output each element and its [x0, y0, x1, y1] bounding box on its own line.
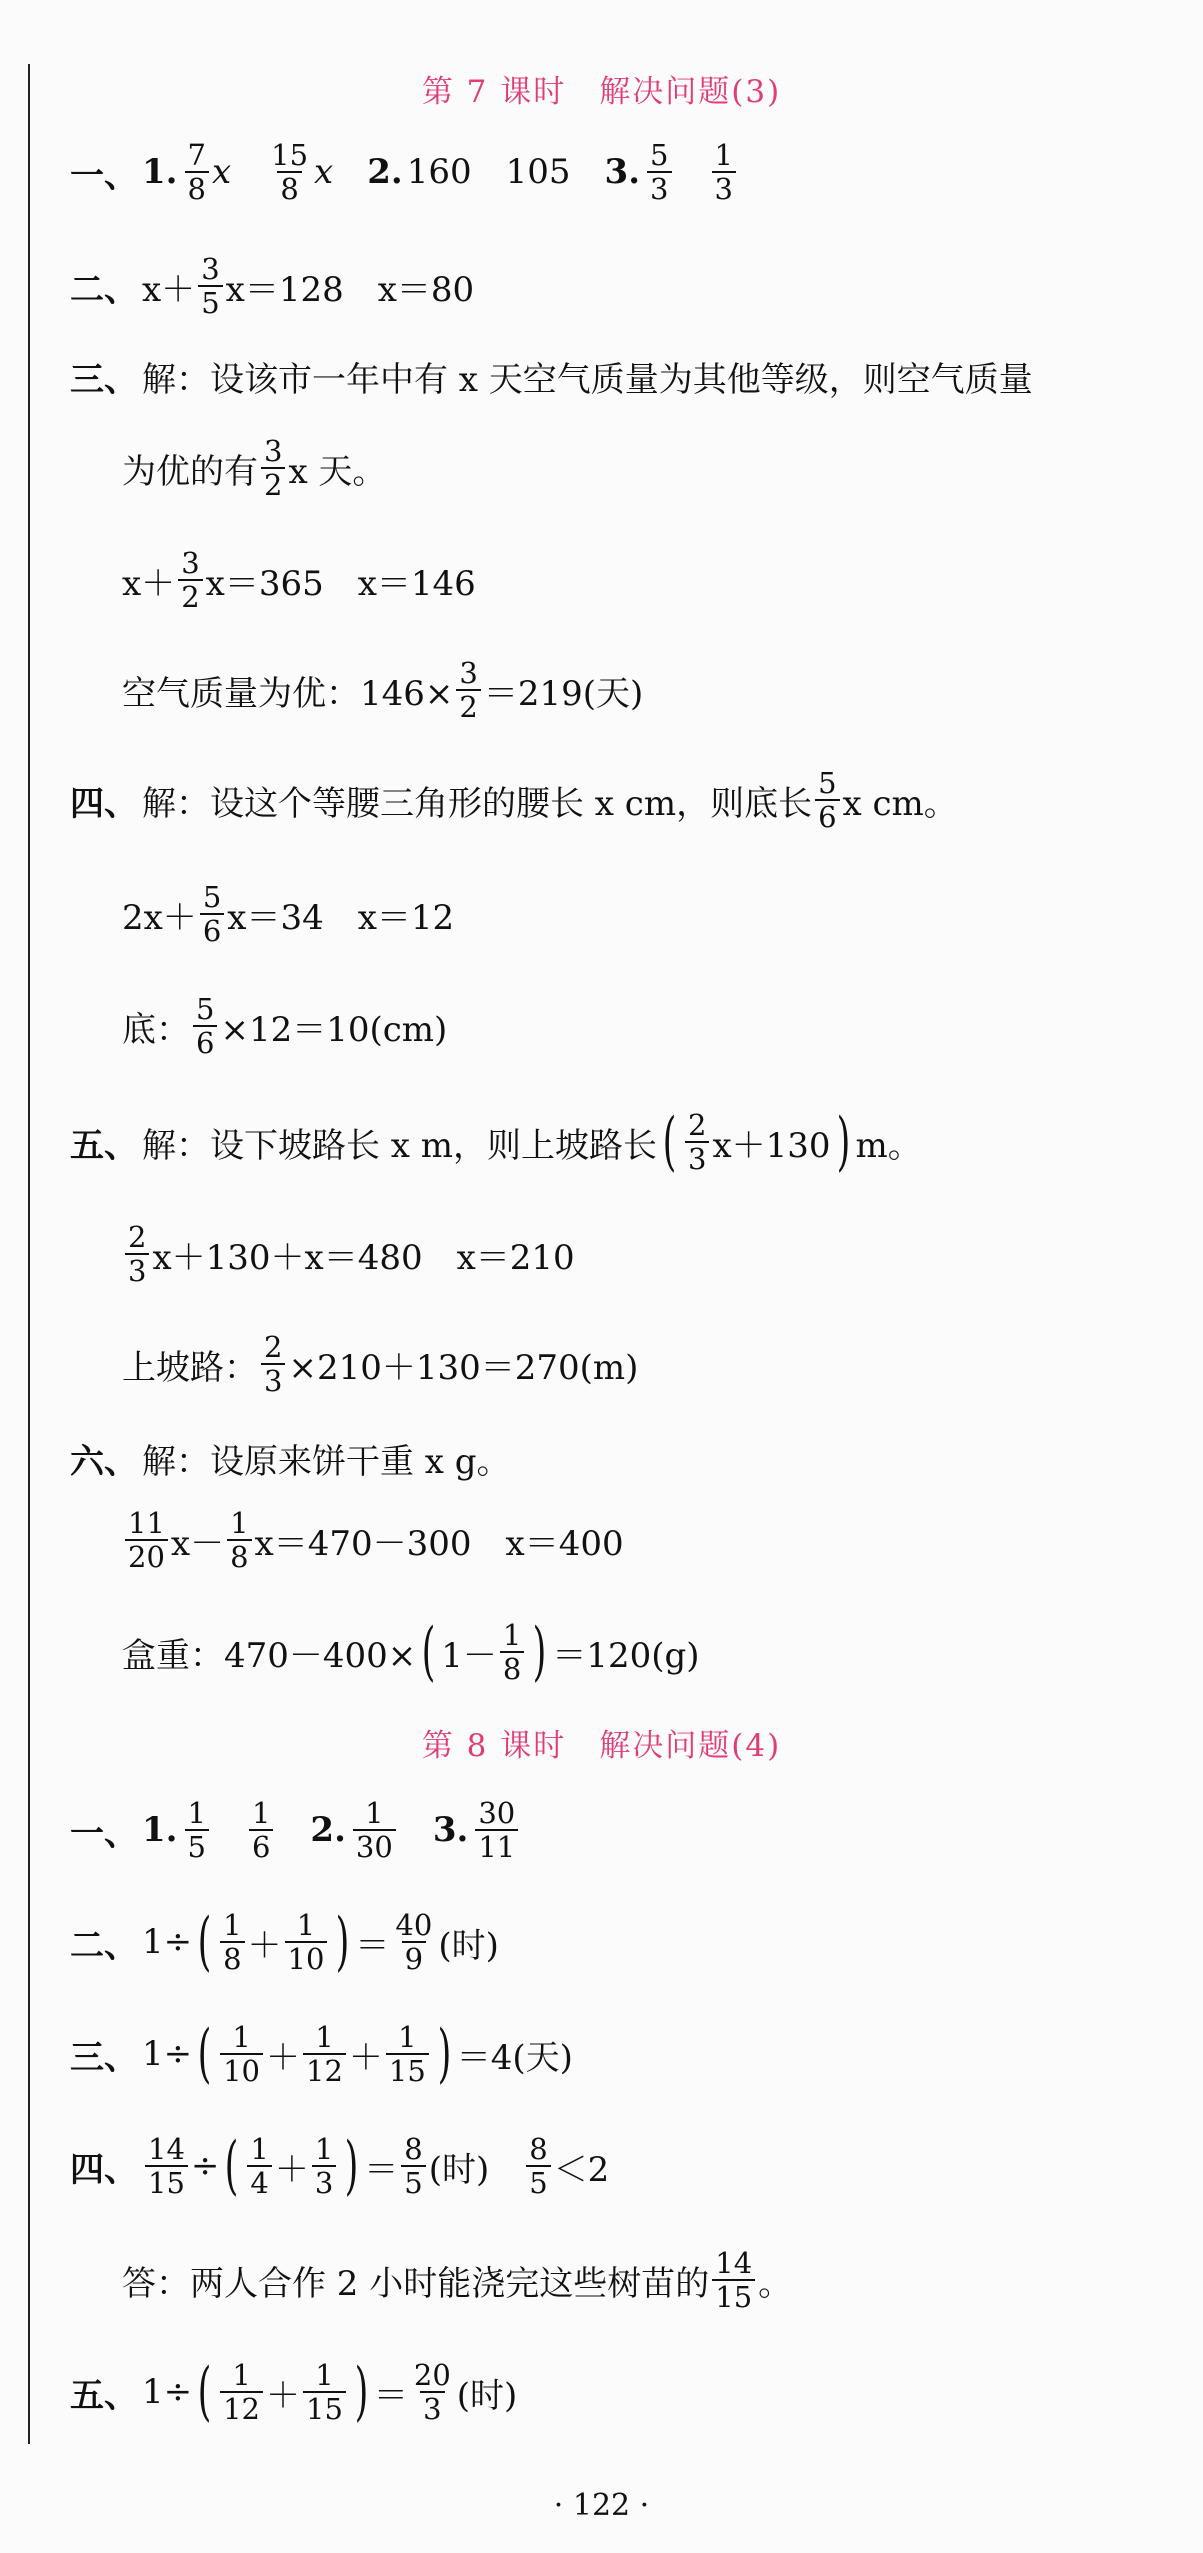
l7-q3-answer: 空气质量为优：146× $\frac{3}{2}$ ＝219(天)	[122, 655, 644, 724]
l7-q5-equation: $\frac{2}{3}$ x＋130＋x＝480 x＝210	[122, 1224, 575, 1284]
l8-q4: 四、 $\frac{14}{15}$ ÷ ( $\frac{1}{4}$ ＋ $\frac{1}{3}$ ) ＝ $\frac{8}{5}$ (时) $\frac{8}{5}$ ＜2	[70, 2129, 610, 2203]
l7-q6-equation: $\frac{11}{20}$ x－ $\frac{1}{8}$ x＝470－300 x＝400	[122, 1510, 624, 1570]
l8-q3: 三、 1÷ ( $\frac{1}{10}$ ＋ $\frac{1}{12}$ ＋ $\frac{1}{15}$ ) ＝4(天)	[70, 2017, 573, 2091]
l7-q5-answer: 上坡路： $\frac{2}{3}$ ×210＋130＝270(m)	[122, 1329, 639, 1398]
l8-q1: 一、 1. $\frac{1}{5}$ $\frac{1}{6}$ 2. $\frac{1}{30}$ 3. $\frac{30}{11}$	[70, 1800, 521, 1860]
l7-q4-text: 四、 解：设这个等腰三角形的腰长 x cm，则底长 $\frac{5}{6}$ x cm。	[70, 765, 958, 834]
l7-q6-text: 六、 解：设原来饼干重 x g。	[70, 1441, 511, 1482]
l8-q5: 五、 1÷ ( $\frac{1}{12}$ ＋ $\frac{1}{15}$ ) ＝ $\frac{20}{3}$ (时)	[70, 2355, 518, 2429]
l7-q4-equation: 2x＋ $\frac{5}{6}$ x＝34 x＝12	[122, 879, 455, 948]
l8-q2: 二、 1÷ ( $\frac{1}{8}$ ＋ $\frac{1}{10}$ ) ＝ $\frac{40}{9}$ (时)	[70, 1905, 499, 1979]
l7-q1: 一、 1. $\frac{7}{8}$ x $\frac{15}{8}$ x 2. 160 105 3. $\frac{5}{3}$ $\frac{1}{3}$	[70, 142, 739, 202]
l7-q3-equation: x＋ $\frac{3}{2}$ x＝365 x＝146	[122, 545, 476, 614]
l7-q3-text1: 三、 解：设该市一年中有 x 天空气质量为其他等级，则空气质量	[70, 359, 1033, 400]
l7-q6-answer: 盒重：470－400× ( 1－ $\frac{1}{8}$ ) ＝120(g)	[122, 1615, 700, 1689]
l8-q4-answer: 答：两人合作 2 小时能浇完这些树苗的 $\frac{14}{15}$ 。	[122, 2245, 793, 2314]
l7-q4-answer: 底： $\frac{5}{6}$ ×12＝10(cm)	[122, 991, 448, 1060]
l7-q3-text2: 为优的有 $\frac{3}{2}$ x 天。	[122, 433, 387, 502]
l7-q2: 二、 x＋ $\frac{3}{5}$ x＝128 x＝80	[70, 251, 475, 320]
page-number: · 122 ·	[553, 2488, 650, 2523]
margin-rule	[28, 64, 30, 2444]
lesson-8-title: 第 8 课时 解决问题(4)	[421, 1728, 782, 1764]
l7-q5-text: 五、 解：设下坡路长 x m，则上坡路长 ( $\frac{2}{3}$ x＋130 ) m。	[70, 1105, 922, 1179]
lesson-7-title: 第 7 课时 解决问题(3)	[421, 74, 782, 110]
